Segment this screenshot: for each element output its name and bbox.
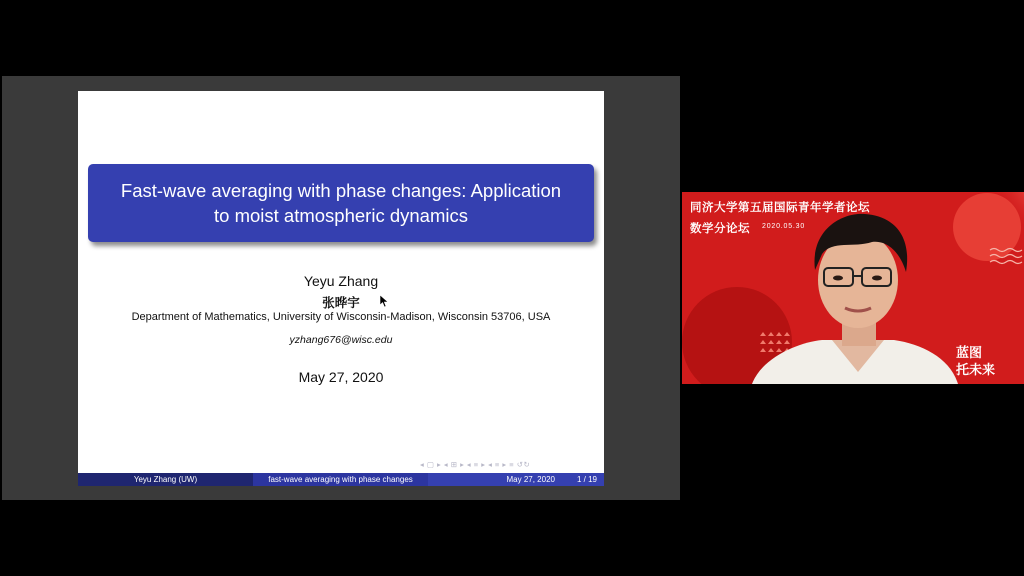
- slide-author-chinese: 张晔宇: [322, 296, 360, 310]
- slide-footer: [78, 473, 604, 486]
- slide-title-box: [88, 164, 594, 242]
- footer-page-number: 1 / 19: [576, 475, 597, 484]
- banner-date: 2020.05.30: [762, 223, 806, 230]
- slide-title: Fast-wave averaging with phase changes: Application to moist atmospheric dynamics: [120, 180, 562, 226]
- banner-title-line2: 数学分论坛: [690, 223, 750, 235]
- footer-author: Yeyu Zhang (UW): [78, 473, 253, 486]
- footer-short-title: fast-wave averaging with phase changes: [253, 473, 428, 486]
- footer-date: May 27, 2020: [506, 475, 555, 484]
- slide-author: Yeyu Zhang: [303, 273, 379, 289]
- slide-date: May 27, 2020: [298, 369, 384, 385]
- speaker-video-feed: [682, 192, 1024, 384]
- slide-affiliation: Department of Mathematics, University of Wisconsin-Madison, Wisconsin 53706, USA: [131, 311, 551, 323]
- footer-right-section: [428, 473, 604, 486]
- beamer-navigation-icons[interactable]: ◂ ▢ ▸ ◂ ⊞ ▸ ◂ ≡ ▸ ◂ ≡ ▸ ≡ ↺↻: [420, 460, 531, 469]
- presentation-slide: [78, 91, 604, 486]
- banner-title-line1: 同济大学第五届国际青年学者论坛: [690, 202, 870, 214]
- banner-slogan: 蓝图 托未来: [956, 346, 996, 378]
- mouse-cursor-icon: [380, 295, 389, 308]
- slide-email: yzhang676@wisc.edu: [289, 334, 393, 346]
